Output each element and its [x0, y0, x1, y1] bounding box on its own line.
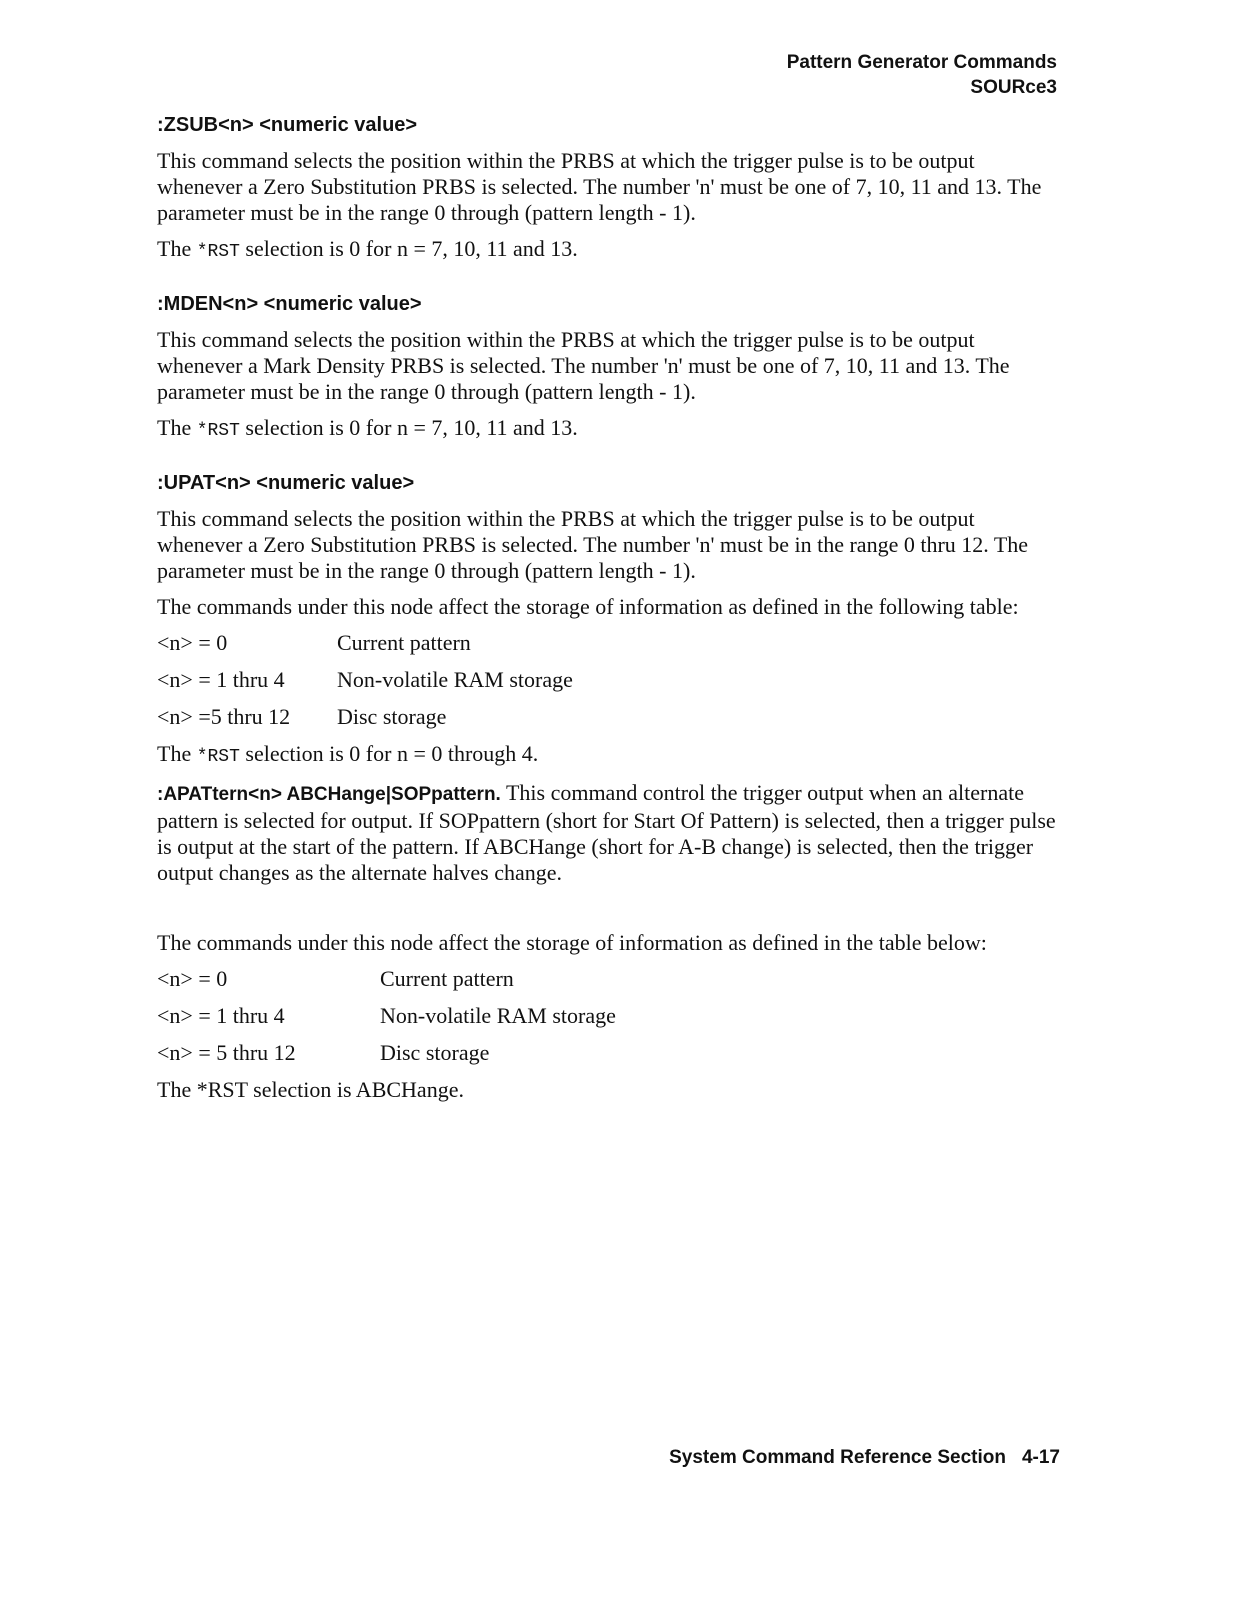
header-subtitle: SOURce3 [970, 77, 1057, 98]
storage-table-row [157, 966, 1062, 992]
storage-desc: Current pattern [337, 630, 471, 655]
zsub-rst [157, 236, 1062, 265]
storage-desc: Non-volatile RAM storage [380, 1003, 616, 1028]
rst-text: The [157, 415, 197, 440]
zsub-description: This command selects the position within the PRBS at which the trigger pulse is to be output whenever a Zero Substitution PRBS is selected. The number 'n' must be one of 7, 10, 11 and 13. The parameter must be in the range 0 through (pattern length - 1). [157, 148, 1042, 225]
rst-code: *RST [196, 747, 240, 767]
mden-heading: :MDEN<n> <numeric value> [157, 293, 422, 315]
storage-n: <n> = 1 thru 4 [157, 667, 285, 692]
document-body [157, 112, 1062, 1113]
storage-desc: Current pattern [380, 966, 514, 991]
storage-desc: Disc storage [380, 1040, 490, 1065]
rst-code: *RST [196, 242, 240, 262]
mden-description: This command selects the position within the PRBS at which the trigger pulse is to be output whenever a Mark Density PRBS is selected. The number 'n' must be one of 7, 10, 11 and 13. The parameter must be in the range 0 through (pattern length - 1). [157, 327, 1010, 404]
apat-description: This command control the trigger output when an alternate pattern is selected for output. If SOPpattern (short for Start Of Pattern) is selected, then a trigger pulse is output at the start of the pattern. If ABCHange (short for A-B change) is selected, then the trigger output changes as the alternate halves change. [157, 780, 1056, 885]
upat-storage-intro: The commands under this node affect the storage of information as defined in the following table: [157, 594, 1019, 619]
section-spacer [157, 896, 1062, 930]
storage-table-row [157, 667, 1062, 693]
rst-text: selection is 0 for n = 7, 10, 11 and 13. [239, 415, 578, 440]
storage-table-row [157, 1040, 1062, 1066]
footer-section: System Command Reference Section [669, 1447, 1006, 1468]
storage-desc: Disc storage [337, 704, 447, 729]
storage-table-row [157, 1003, 1062, 1029]
page-header [787, 50, 1057, 100]
storage-n: <n> = 0 [157, 966, 228, 991]
apat-heading: :APATtern<n> ABCHange|SOPpattern. [157, 784, 501, 805]
rst-text: The [157, 236, 197, 261]
mden-rst [157, 415, 1062, 444]
rst-text: selection is 0 for n = 0 through 4. [239, 741, 539, 766]
storage-desc: Non-volatile RAM storage [337, 667, 573, 692]
apat-storage-intro: The commands under this node affect the storage of information as defined in the table below: [157, 930, 987, 955]
upat-description: This command selects the position within the PRBS at which the trigger pulse is to be output whenever a Zero Substitution PRBS is selected. The number 'n' must be in the range 0 thru 12. The parameter must be in the range 0 through (pattern length - 1). [157, 506, 1029, 583]
page-footer [669, 1447, 1060, 1469]
storage-n: <n> = 5 thru 12 [157, 1040, 296, 1065]
page-number: 4-17 [1021, 1447, 1060, 1468]
upat-rst [157, 741, 1062, 770]
upat-heading: :UPAT<n> <numeric value> [157, 472, 415, 494]
zsub-heading: :ZSUB<n> <numeric value> [157, 114, 418, 136]
storage-n: <n> = 1 thru 4 [157, 1003, 285, 1028]
rst-text: selection is 0 for n = 7, 10, 11 and 13. [239, 236, 578, 261]
rst-text: The [157, 741, 197, 766]
storage-table-row [157, 630, 1062, 656]
storage-n: <n> =5 thru 12 [157, 704, 291, 729]
rst-code: *RST [196, 421, 240, 441]
storage-table-row [157, 704, 1062, 730]
storage-n: <n> = 0 [157, 630, 228, 655]
apat-rst: The *RST selection is ABCHange. [157, 1077, 464, 1102]
apat-paragraph [157, 780, 1062, 886]
header-title: Pattern Generator Commands [786, 52, 1057, 73]
